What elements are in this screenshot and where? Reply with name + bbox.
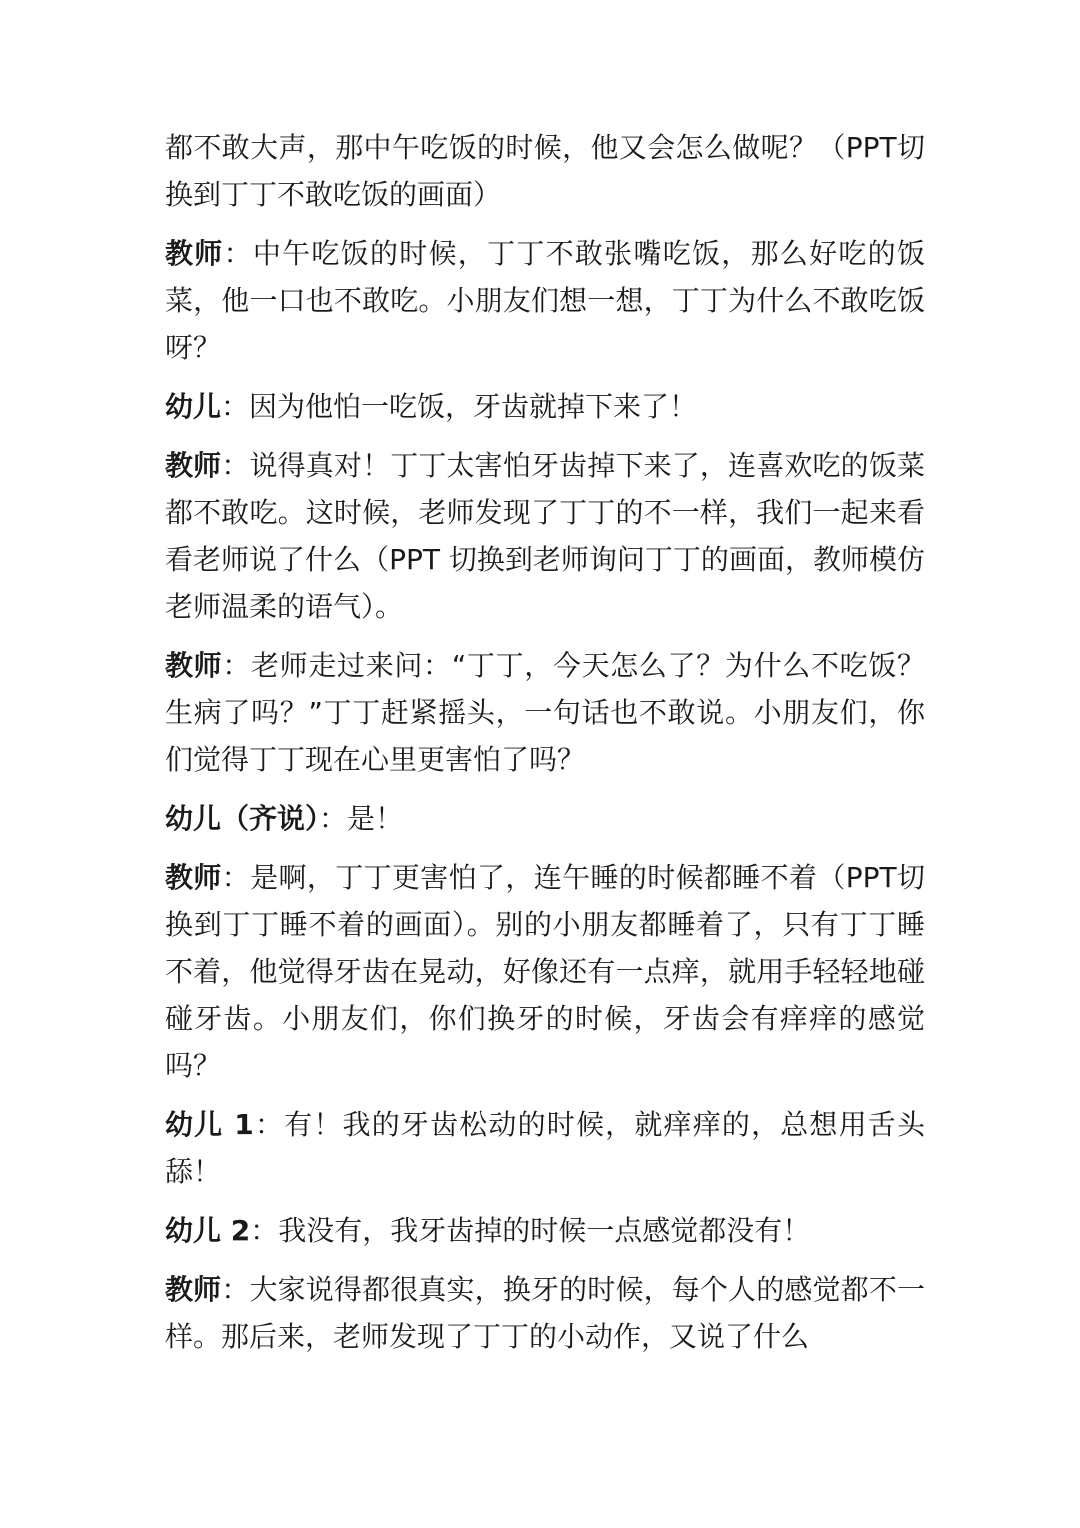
speaker-separator: ： xyxy=(222,649,252,682)
paragraph-4 xyxy=(165,442,925,630)
speaker-label: 幼儿 1 xyxy=(165,1108,254,1141)
paragraph-1 xyxy=(165,124,925,218)
speaker-separator: ： xyxy=(221,449,250,482)
paragraph-text: 大家说得都很真实，换牙的时候，每个人的感觉都不一样。那后来，老师发现了丁丁的小动作，又说了什么 xyxy=(165,1273,925,1353)
paragraph-7 xyxy=(165,854,925,1089)
paragraph-text: 都不敢大声，那中午吃饭的时候，他又会怎么做呢？（PPT切换到丁丁不敢吃饭的画面） xyxy=(165,131,925,211)
paragraph-text: 因为他怕一吃饭，牙齿就掉下来了！ xyxy=(249,390,698,423)
speaker-separator: ： xyxy=(221,390,250,423)
speaker-label: 教师 xyxy=(165,1273,222,1306)
speaker-label: 教师 xyxy=(165,649,223,682)
speaker-label: 幼儿 2 xyxy=(165,1214,251,1247)
speaker-label: 教师 xyxy=(165,237,224,270)
speaker-separator: ： xyxy=(223,237,253,270)
speaker-separator: ： xyxy=(253,1108,285,1141)
paragraph-text: 是！ xyxy=(347,802,404,835)
paragraph-text: 是啊，丁丁更害怕了，连午睡的时候都睡不着（PPT切换到丁丁睡不着的画面）。别的小朋友都睡着了，只有丁丁睡不着，他觉得牙齿在晃动，好像还有一点痒，就用手轻轻地碰碰牙齿。小朋友们，你们换牙的时候，牙齿会有痒痒的感觉吗？ xyxy=(165,861,925,1082)
paragraph-text: 我没有，我牙齿掉的时候一点感觉都没有！ xyxy=(278,1214,811,1247)
paragraph-text: 中午吃饭的时候，丁丁不敢张嘴吃饭，那么好吃的饭菜，他一口也不敢吃。小朋友们想一想，丁丁为什么不敢吃饭呀？ xyxy=(165,237,925,364)
speaker-separator: ： xyxy=(221,1273,250,1306)
paragraph-10 xyxy=(165,1266,925,1360)
speaker-separator: ： xyxy=(319,802,348,835)
speaker-label: 幼儿 xyxy=(165,390,222,423)
document-page xyxy=(165,124,925,1372)
paragraph-6 xyxy=(165,795,925,842)
speaker-label: 教师 xyxy=(165,861,222,894)
paragraph-8 xyxy=(165,1101,925,1195)
paragraph-9 xyxy=(165,1207,925,1254)
speaker-separator: ： xyxy=(221,861,251,894)
paragraph-text: 老师走过来问：“丁丁，今天怎么了？为什么不吃饭？生病了吗？”丁丁赶紧摇头，一句话也不敢说。小朋友们，你们觉得丁丁现在心里更害怕了吗？ xyxy=(165,649,925,776)
paragraph-text: 说得真对！丁丁太害怕牙齿掉下来了，连喜欢吃的饭菜都不敢吃。这时候，老师发现了丁丁的不一样，我们一起来看看老师说了什么（PPT 切换到老师询问丁丁的画面，教师模仿老师温柔的语气）。 xyxy=(165,449,925,623)
paragraph-2 xyxy=(165,230,925,371)
paragraph-5 xyxy=(165,642,925,783)
speaker-label: 幼儿（齐说） xyxy=(165,802,320,835)
speaker-label: 教师 xyxy=(165,449,222,482)
paragraph-text: 有！我的牙齿松动的时候，就痒痒的，总想用舌头舔！ xyxy=(165,1108,925,1188)
paragraph-3 xyxy=(165,383,925,430)
speaker-separator: ： xyxy=(250,1214,279,1247)
